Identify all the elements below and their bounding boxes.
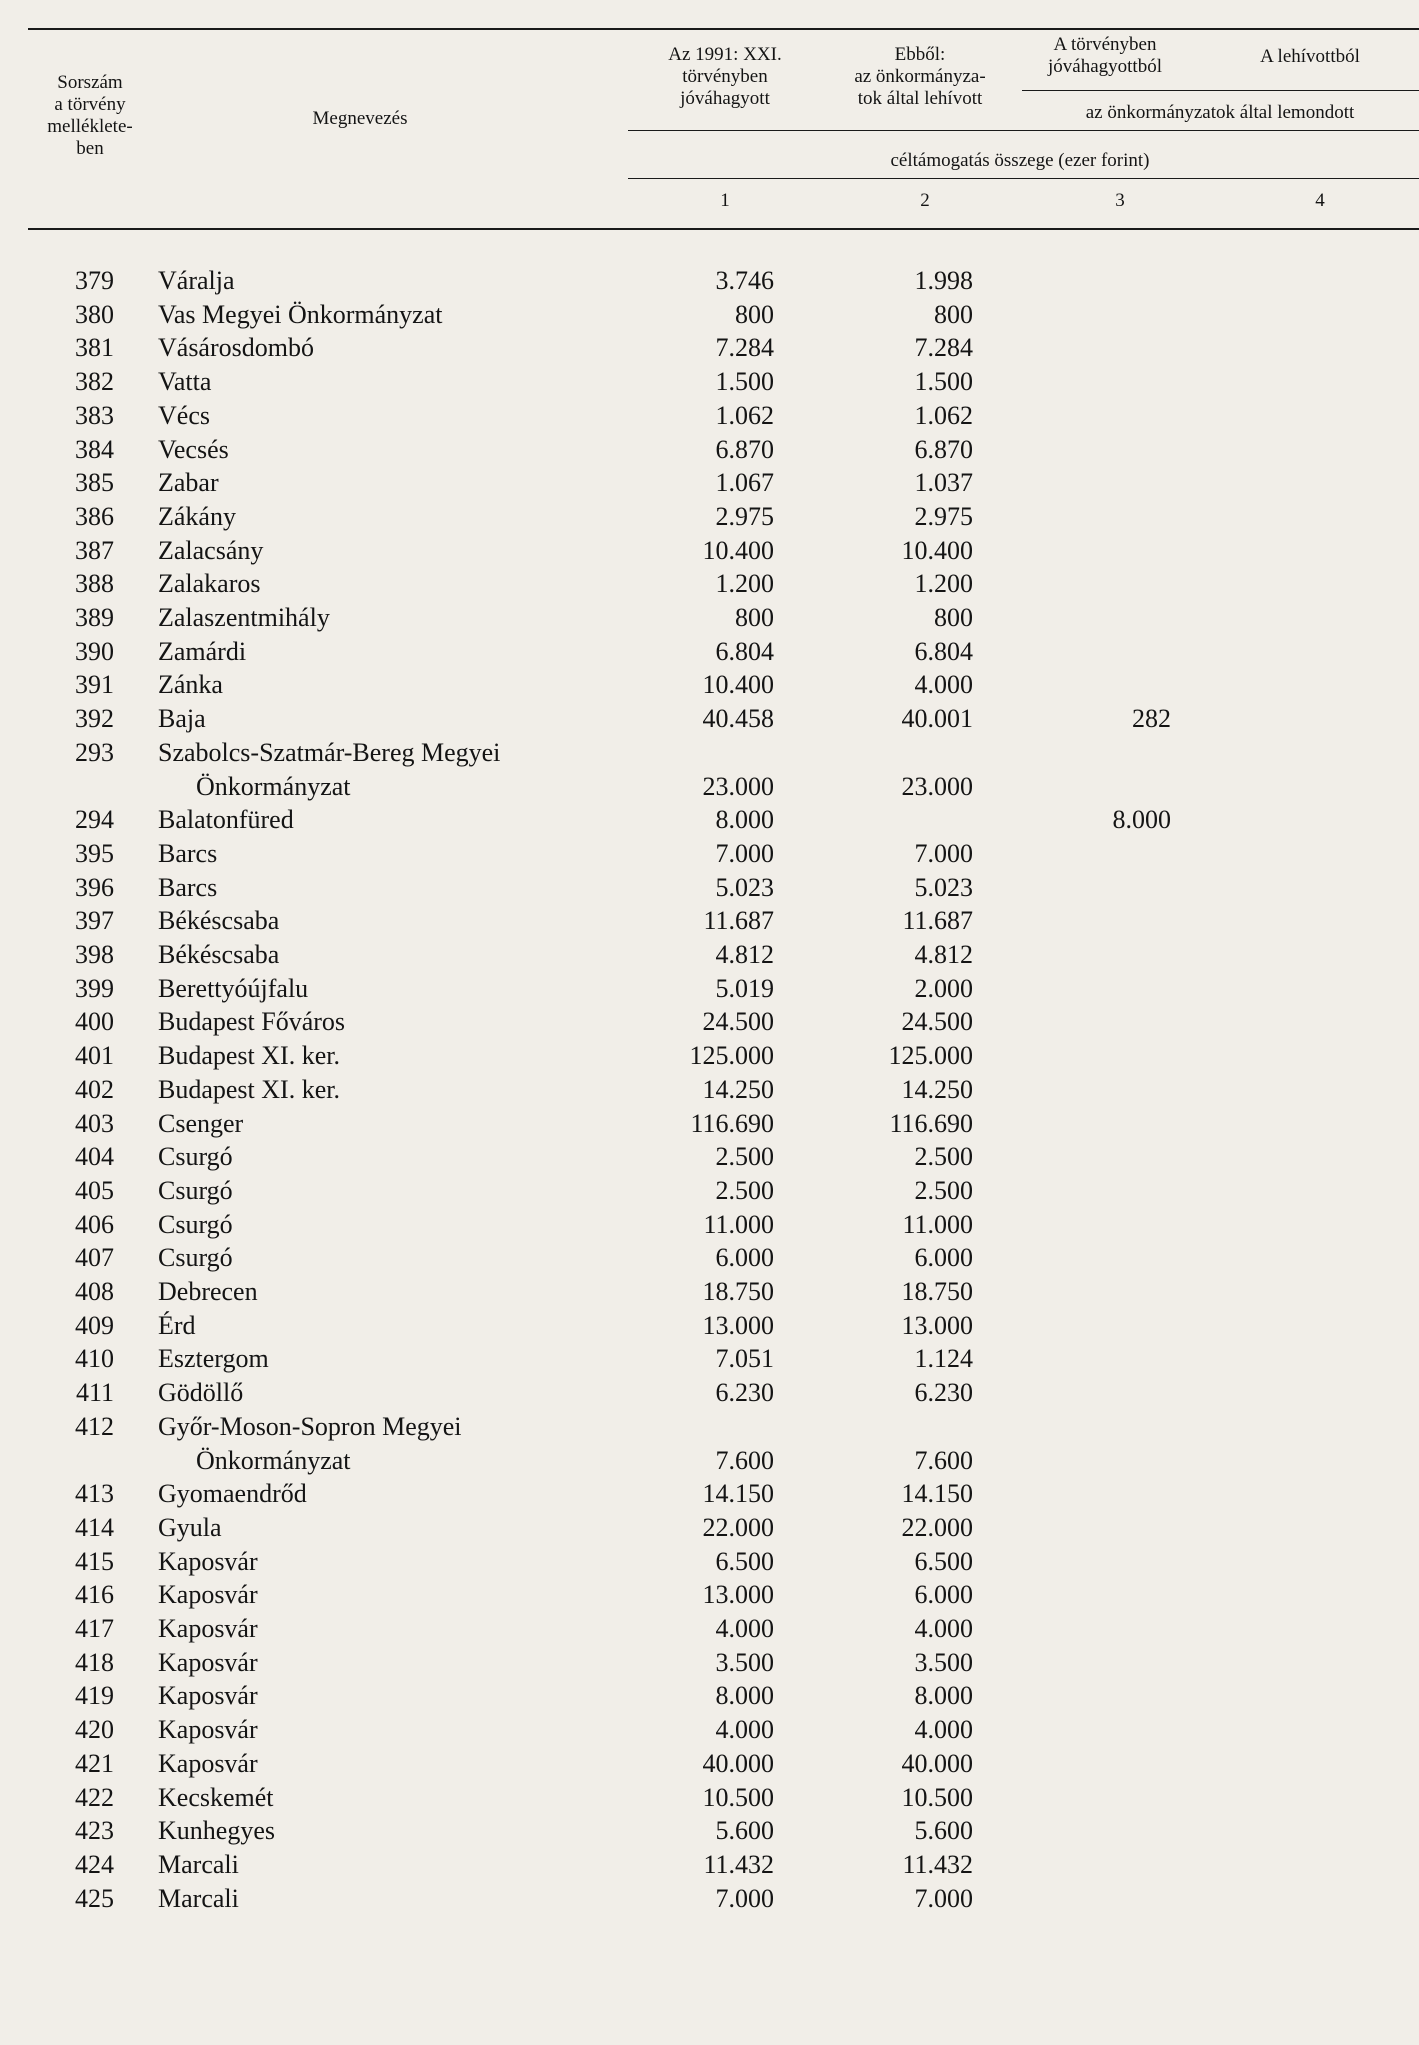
row-drawn: 11.000: [902, 1209, 973, 1239]
row-number: 406: [75, 1209, 114, 1239]
row-drawn: 116.690: [889, 1108, 973, 1138]
row-drawn: 14.250: [901, 1074, 973, 1104]
row-drawn: 7.600: [914, 1445, 973, 1475]
col2-number: 2: [920, 190, 930, 211]
row-approved: 800: [735, 603, 774, 632]
row-name: Vecsés: [158, 434, 229, 464]
row-approved: 6.230: [715, 1378, 774, 1408]
table-row: [0, 1646, 1419, 1680]
row-name: Csurgó: [158, 1175, 233, 1205]
table-row: [0, 1039, 1419, 1073]
row-drawn: 23.000: [901, 771, 973, 801]
col-name-header: Megnevezés: [312, 108, 408, 129]
row-number: 384: [75, 434, 114, 464]
row-approved: 7.000: [715, 838, 774, 868]
row-name: Kecskemét: [158, 1782, 274, 1812]
col1-number: 1: [720, 190, 730, 211]
col3-header: A törvényben jóváhagyottból: [1048, 34, 1162, 77]
table-row: [0, 1376, 1419, 1410]
table-row: [0, 601, 1419, 635]
row-drawn: 1.037: [914, 468, 973, 498]
row-drawn: 4.000: [914, 670, 973, 700]
row-name: Csurgó: [158, 1142, 233, 1172]
row-approved: 22.000: [702, 1512, 774, 1542]
row-name: Békéscsaba: [158, 940, 280, 969]
row-drawn: 7.000: [914, 838, 973, 868]
row-drawn: 18.750: [901, 1277, 973, 1306]
row-number: 401: [75, 1041, 114, 1071]
row-drawn: 6.804: [914, 636, 973, 666]
row-name: Kaposvár: [158, 1748, 258, 1778]
row-number: 395: [75, 838, 114, 868]
row-approved: 13.000: [702, 1310, 774, 1340]
row-number: 397: [75, 906, 114, 936]
row-number: 389: [75, 603, 114, 632]
row-approved: 2.975: [715, 501, 774, 531]
table-row: [0, 298, 1419, 332]
row-drawn: 6.870: [914, 434, 973, 464]
row-approved: 11.687: [703, 906, 774, 936]
row-number: 382: [75, 367, 114, 397]
row-approved: 5.019: [715, 973, 774, 1003]
table-row: [0, 668, 1419, 702]
row-approved: 40.458: [702, 704, 774, 734]
row-name: Kunhegyes: [158, 1816, 275, 1846]
row-drawn: 3.500: [914, 1647, 973, 1677]
row-number: 388: [75, 569, 114, 599]
row-approved: 2.500: [715, 1142, 774, 1172]
row-name: Önkormányzat: [196, 771, 351, 801]
table-row: [0, 1410, 1419, 1444]
subheader-rule-lower: [628, 130, 1419, 131]
row-name: Kaposvár: [158, 1546, 258, 1576]
table-row: [0, 1477, 1419, 1511]
table-row: [0, 904, 1419, 938]
row-name: Békéscsaba: [158, 906, 280, 936]
row-drawn: 6.230: [914, 1378, 973, 1408]
table-row: [0, 1107, 1419, 1141]
col4-header: A lehívottból: [1260, 46, 1360, 67]
row-approved: 4.000: [715, 1715, 774, 1745]
row-number: 391: [75, 670, 114, 700]
row-approved: 800: [735, 299, 774, 329]
row-approved: 5.600: [715, 1816, 774, 1846]
table-row: [0, 1241, 1419, 1275]
row-name: Szabolcs-Szatmár-Bereg Megyei: [158, 737, 501, 767]
row-drawn: 1.124: [914, 1344, 973, 1374]
row-number: 417: [75, 1614, 114, 1643]
row-name: Marcali: [158, 1883, 239, 1913]
table-row: [0, 331, 1419, 365]
table-row: [0, 635, 1419, 669]
table-row: [0, 1444, 1419, 1478]
row-name: Budapest XI. ker.: [158, 1074, 340, 1104]
row-drawn: 6.000: [914, 1243, 973, 1273]
row-approved: 10.400: [702, 535, 774, 565]
row-number: 419: [75, 1681, 114, 1711]
row-number: 407: [75, 1243, 114, 1273]
row-number: 410: [75, 1344, 114, 1374]
row-number: 411: [75, 1378, 114, 1408]
table-row: [0, 1342, 1419, 1376]
row-name: Csurgó: [158, 1243, 233, 1273]
row-drawn: 10.400: [901, 535, 973, 565]
row-approved: 11.000: [703, 1209, 774, 1239]
row-drawn: 1.998: [914, 266, 973, 295]
row-name: Esztergom: [158, 1344, 269, 1374]
row-approved: 18.750: [702, 1277, 774, 1306]
row-number: 387: [75, 535, 114, 565]
table-row: [0, 567, 1419, 601]
col4-number: 4: [1315, 190, 1325, 211]
row-name: Barcs: [158, 838, 218, 868]
table-row: [0, 1781, 1419, 1815]
row-number: 379: [75, 266, 114, 295]
row-drawn: 1.062: [914, 400, 973, 430]
row-approved: 10.500: [702, 1782, 774, 1812]
row-approved: 4.000: [715, 1614, 774, 1643]
row-drawn: 11.687: [902, 906, 973, 936]
table-row: [0, 938, 1419, 972]
row-name: Debrecen: [158, 1277, 258, 1306]
row-drawn: 4.000: [914, 1715, 973, 1745]
row-number: 380: [75, 299, 114, 329]
row-drawn: 800: [934, 299, 973, 329]
row-drawn: 11.432: [902, 1849, 973, 1879]
row-number: 412: [75, 1411, 114, 1441]
row-approved: 1.067: [715, 468, 774, 498]
row-approved: 7.600: [715, 1445, 774, 1475]
row-number: 398: [75, 940, 114, 969]
row-name: Gyula: [158, 1512, 222, 1542]
row-number: 409: [75, 1310, 114, 1340]
row-drawn: 8.000: [914, 1681, 973, 1711]
row-approved: 14.150: [702, 1479, 774, 1509]
row-number: 415: [75, 1546, 114, 1576]
row-number: 421: [75, 1748, 114, 1778]
row-number: 396: [75, 872, 114, 902]
table-row: [0, 1882, 1419, 1916]
row-name: Zalakaros: [158, 569, 261, 599]
row-number: 402: [75, 1074, 114, 1104]
row-approved: 1.062: [715, 400, 774, 430]
table-row: [0, 1612, 1419, 1646]
table-row: [0, 837, 1419, 871]
row-number: 383: [75, 400, 114, 430]
row-approved: 7.051: [715, 1344, 774, 1374]
row-drawn: 2.000: [914, 973, 973, 1003]
col34-subheader: az önkormányzatok által lemondott: [1085, 102, 1355, 123]
row-drawn: 13.000: [901, 1310, 973, 1340]
col1-header: Az 1991: XXI. törvényben jóváhagyott: [668, 44, 782, 109]
table-row: [0, 1578, 1419, 1612]
row-drawn: 7.284: [914, 333, 973, 363]
table-row: [0, 1848, 1419, 1882]
row-name: Zalacsány: [158, 535, 264, 565]
row-drawn: 40.000: [901, 1748, 973, 1778]
row-number: 422: [75, 1782, 114, 1812]
table-row: [0, 871, 1419, 905]
row-number: 404: [75, 1142, 114, 1172]
row-name: Csurgó: [158, 1209, 233, 1239]
col3-number: 3: [1115, 190, 1125, 211]
amount-rule: [628, 178, 1419, 179]
row-approved: 24.500: [702, 1007, 774, 1037]
table-row: [0, 1747, 1419, 1781]
row-approved: 6.500: [715, 1546, 774, 1576]
row-name: Budapest XI. ker.: [158, 1041, 340, 1071]
row-number: 423: [75, 1816, 114, 1846]
row-number: 405: [75, 1175, 114, 1205]
row-name: Berettyóújfalu: [158, 973, 309, 1003]
row-approved: 1.200: [715, 569, 774, 599]
row-name: Balatonfüred: [158, 805, 294, 835]
row-number: 418: [75, 1647, 114, 1677]
row-approved: 40.000: [702, 1748, 774, 1778]
table-row: [0, 1814, 1419, 1848]
row-drawn: 1.200: [914, 569, 973, 599]
row-number: 392: [75, 704, 114, 734]
row-number: 390: [75, 636, 114, 666]
row-waived-approved: 282: [1132, 704, 1171, 734]
row-name: Vécs: [158, 400, 210, 430]
row-approved: 5.023: [715, 872, 774, 902]
row-approved: 6.804: [715, 636, 774, 666]
row-drawn: 4.000: [914, 1614, 973, 1643]
row-drawn: 2.975: [914, 501, 973, 531]
row-name: Vatta: [158, 367, 212, 397]
row-drawn: 1.500: [914, 367, 973, 397]
table-row: [0, 1174, 1419, 1208]
table-row: [0, 466, 1419, 500]
row-name: Zabar: [158, 468, 219, 498]
row-number: 425: [75, 1883, 114, 1913]
row-drawn: 6.500: [914, 1546, 973, 1576]
row-name: Érd: [158, 1310, 196, 1340]
table-row: [0, 1713, 1419, 1747]
row-approved: 10.400: [702, 670, 774, 700]
row-approved: 3.746: [715, 266, 774, 295]
table-row: [0, 1140, 1419, 1174]
row-name: Zamárdi: [158, 636, 247, 666]
row-approved: 6.000: [715, 1243, 774, 1273]
table-row: [0, 1208, 1419, 1242]
row-name: Gyomaendrőd: [158, 1479, 307, 1509]
row-drawn: 4.812: [914, 940, 973, 969]
row-approved: 13.000: [702, 1580, 774, 1610]
row-drawn: 2.500: [914, 1175, 973, 1205]
row-drawn: 2.500: [914, 1142, 973, 1172]
table-row: [0, 1511, 1419, 1545]
row-approved: 116.690: [690, 1108, 774, 1138]
row-waived-approved: 8.000: [1112, 805, 1171, 835]
row-approved: 4.812: [715, 940, 774, 969]
row-name: Kaposvár: [158, 1614, 258, 1643]
row-name: Csenger: [158, 1108, 244, 1138]
table-row: [0, 264, 1419, 298]
row-number: 399: [75, 973, 114, 1003]
row-name: Önkormányzat: [196, 1445, 351, 1475]
col-number-header: Sorszám a törvény melléklete- ben: [47, 72, 133, 159]
row-number: 294: [75, 805, 114, 835]
row-approved: 8.000: [715, 1681, 774, 1711]
row-name: Marcali: [158, 1849, 239, 1879]
row-approved: 1.500: [715, 367, 774, 397]
row-number: 400: [75, 1007, 114, 1037]
row-number: 420: [75, 1715, 114, 1745]
row-name: Barcs: [158, 872, 218, 902]
row-approved: 6.870: [715, 434, 774, 464]
row-drawn: 7.000: [914, 1883, 973, 1913]
row-name: Kaposvár: [158, 1715, 258, 1745]
table-row: [0, 1073, 1419, 1107]
table-row: [0, 1005, 1419, 1039]
row-approved: 23.000: [702, 771, 774, 801]
row-drawn: 5.600: [914, 1816, 973, 1846]
row-name: Gödöllő: [158, 1378, 244, 1408]
table-row: [0, 770, 1419, 804]
table-row: [0, 500, 1419, 534]
table-row: [0, 702, 1419, 736]
row-drawn: 6.000: [914, 1580, 973, 1610]
row-approved: 8.000: [715, 805, 774, 835]
row-drawn: 22.000: [901, 1512, 973, 1542]
row-number: 293: [75, 737, 114, 767]
table-row: [0, 972, 1419, 1006]
row-approved: 14.250: [702, 1074, 774, 1104]
row-number: 403: [75, 1108, 114, 1138]
table-row: [0, 365, 1419, 399]
row-name: Zalaszentmihály: [158, 603, 330, 632]
subheader-rule-upper: [1022, 90, 1419, 91]
row-number: 381: [75, 333, 114, 363]
row-name: Váralja: [158, 266, 235, 295]
row-approved: 3.500: [715, 1647, 774, 1677]
row-name: Zákány: [158, 501, 236, 531]
row-approved: 7.284: [715, 333, 774, 363]
row-number: 424: [75, 1849, 114, 1879]
row-name: Zánka: [158, 670, 223, 700]
amount-label: céltámogatás összege (ezer forint): [890, 150, 1150, 171]
table-row: [0, 1309, 1419, 1343]
table-row: [0, 399, 1419, 433]
row-drawn: 800: [934, 603, 973, 632]
row-drawn: 24.500: [901, 1007, 973, 1037]
row-approved: 125.000: [689, 1041, 774, 1071]
row-name: Budapest Főváros: [158, 1007, 346, 1037]
row-drawn: 10.500: [901, 1782, 973, 1812]
row-approved: 7.000: [715, 1883, 774, 1913]
row-approved: 2.500: [715, 1175, 774, 1205]
row-name: Kaposvár: [158, 1647, 258, 1677]
row-name: Baja: [158, 704, 206, 734]
row-drawn: 125.000: [888, 1041, 973, 1071]
row-drawn: 14.150: [901, 1479, 973, 1509]
row-number: 416: [75, 1580, 114, 1610]
row-number: 414: [75, 1512, 114, 1542]
table-row: [0, 1275, 1419, 1309]
col2-header: Ebből: az önkormányza- tok által lehívott: [854, 44, 986, 109]
table-row: [0, 1545, 1419, 1579]
row-name: Vas Megyei Önkormányzat: [158, 299, 443, 329]
row-name: Vásárosdombó: [158, 333, 314, 363]
row-number: 408: [75, 1277, 114, 1306]
row-drawn: 40.001: [901, 704, 973, 734]
table-row: [0, 433, 1419, 467]
row-number: 413: [75, 1479, 114, 1509]
table-row: [0, 1679, 1419, 1713]
table-row: [0, 736, 1419, 770]
row-name: Kaposvár: [158, 1681, 258, 1711]
table-row: [0, 534, 1419, 568]
header-bottom-rule: [28, 228, 1419, 230]
row-name: Kaposvár: [158, 1580, 258, 1610]
table-row: [0, 803, 1419, 837]
top-rule: [28, 28, 1419, 30]
row-number: 385: [75, 468, 114, 498]
row-name: Győr-Moson-Sopron Megyei: [158, 1411, 462, 1441]
row-drawn: 5.023: [914, 872, 973, 902]
row-approved: 11.432: [703, 1849, 774, 1879]
row-number: 386: [75, 501, 114, 531]
